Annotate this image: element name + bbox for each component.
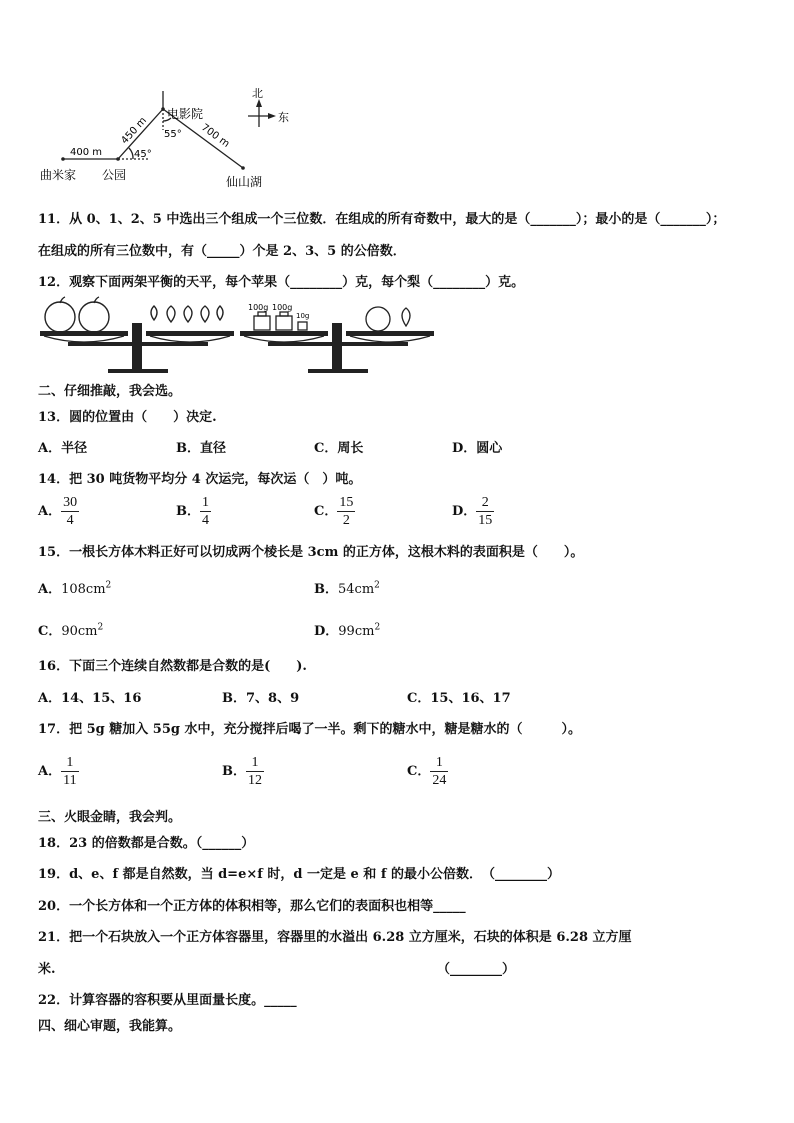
q17-a-den: 11	[63, 773, 77, 788]
question-13: 13．圆的位置由（ ）决定.	[38, 410, 217, 425]
q13-option-b[interactable]: B．直径	[176, 441, 226, 456]
apple-icon	[79, 302, 109, 332]
question-21-line2: 米.	[38, 962, 56, 977]
balance-scale-2	[238, 296, 438, 374]
weight-icon	[254, 316, 270, 330]
q15-option-a[interactable]	[38, 578, 111, 597]
q15-b-sq: 2	[374, 580, 380, 591]
weight-label-100g-b: 100g	[272, 303, 293, 312]
label-dist-cinema-lake: 700 m	[198, 122, 232, 150]
q17-b-fraction	[246, 754, 264, 789]
q14-d-fraction	[476, 494, 494, 529]
balance-scale-1	[38, 296, 238, 374]
apple-icon	[366, 307, 390, 331]
question-18: 18．23 的倍数都是合数。（______）	[38, 836, 255, 851]
q14-a-den: 4	[66, 513, 74, 528]
q15-a-label: A．	[38, 582, 62, 597]
q14-b-fraction	[200, 494, 211, 529]
q14-b-num: 1	[202, 495, 209, 510]
q15-b-value: 54cm	[338, 582, 375, 597]
question-21-line1: 21．把一个石块放入一个正方体容器里，容器里的水溢出 6.28 立方厘米，石块的体积是 6.28 立方厘	[38, 930, 632, 945]
q14-option-a[interactable]	[38, 494, 79, 529]
q17-a-fraction	[61, 754, 78, 789]
q17-b-label: B．	[222, 764, 246, 779]
label-dist-home-park: 400 m	[70, 147, 103, 158]
q15-a-sq: 2	[105, 580, 112, 591]
question-21-blank[interactable]: （________）	[437, 962, 516, 977]
route-map	[30, 85, 300, 195]
q15-option-c[interactable]	[38, 620, 103, 639]
weight-label-100g-a: 100g	[248, 303, 269, 312]
question-19: 19．d、e、f 都是自然数，当 d=e×f 时，d 一定是 e 和 f 的最小公倍数． （________）	[38, 867, 560, 882]
label-east: 东	[278, 111, 289, 124]
q17-b-den: 12	[248, 773, 262, 788]
q16-option-a[interactable]: A．14、15、16	[38, 691, 142, 706]
q14-d-num: 2	[476, 494, 494, 512]
apple-icon	[45, 302, 75, 332]
q14-b-den: 4	[202, 513, 209, 528]
q17-option-c[interactable]	[407, 754, 448, 789]
q14-c-label: C．	[314, 504, 338, 519]
q16-option-c[interactable]: C．15、16、17	[407, 691, 511, 706]
q15-b-label: B．	[314, 582, 338, 597]
q14-option-b[interactable]	[176, 494, 211, 529]
q15-c-sq: 2	[97, 622, 104, 633]
q14-a-num: 30	[63, 495, 78, 510]
label-angle-park: 45°	[134, 149, 152, 160]
q17-option-a[interactable]	[38, 754, 79, 789]
label-home: 曲米家	[40, 168, 77, 182]
q17-b-num: 1	[246, 754, 264, 772]
question-11-line1: 11．从 0、1、2、5 中选出三个组成一个三位数．在组成的所有奇数中，最大的是（_______）；最小的是（_______）；	[38, 212, 726, 227]
label-cinema: 电影院	[167, 107, 204, 121]
weight-icon	[276, 316, 292, 330]
q14-c-num: 15	[339, 495, 354, 510]
question-20: 20．一个长方体和一个正方体的体积相等，那么它们的表面积也相等_____	[38, 899, 466, 914]
q17-c-label: C．	[407, 764, 431, 779]
q15-d-value: 99cm	[338, 624, 375, 639]
label-angle-cinema: 55°	[164, 129, 182, 140]
q14-c-fraction	[337, 494, 355, 529]
q13-option-c[interactable]: C．周长	[314, 441, 364, 456]
q17-c-fraction	[430, 754, 448, 789]
q13-option-a[interactable]: A．半径	[38, 441, 88, 456]
q16-option-b[interactable]: B．7、8、9	[222, 691, 300, 706]
q14-option-c[interactable]	[314, 494, 355, 529]
q17-a-num: 1	[61, 754, 78, 772]
label-north: 北	[252, 87, 263, 100]
q15-c-label: C．	[38, 624, 62, 639]
section-2-heading: 二、仔细推敲，我会选。	[38, 384, 182, 399]
q14-d-label: D．	[452, 504, 477, 519]
q14-c-den: 2	[342, 513, 350, 528]
question-17: 17．把 5g 糖加入 55g 水中，充分搅拌后喝了一半。剩下的糖水中，糖是糖水的（ ）。	[38, 722, 582, 737]
question-14: 14．把 30 吨货物平均分 4 次运完，每次运（ ）吨。	[38, 472, 362, 487]
q15-c-value: 90cm	[61, 624, 98, 639]
section-3-heading: 三、火眼金睛，我会判。	[38, 810, 182, 825]
weight-icon	[298, 322, 307, 330]
question-16: 16．下面三个连续自然数都是合数的是( ).	[38, 659, 307, 674]
weight-label-10g: 10g	[296, 312, 310, 320]
q15-option-b[interactable]	[314, 578, 380, 597]
question-11-line2: 在组成的所有三位数中，有（_____）个是 2、3、5 的公倍数．	[38, 244, 406, 259]
q15-d-label: D．	[314, 624, 339, 639]
q15-a-value: 108cm	[61, 582, 106, 597]
q14-b-label: B．	[176, 504, 200, 519]
q14-a-label: A．	[38, 504, 62, 519]
q17-c-num: 1	[430, 754, 448, 772]
question-12: 12．观察下面两架平衡的天平，每个苹果（________）克，每个梨（________）克。	[38, 275, 525, 290]
section-4-heading: 四、细心审题，我能算。	[38, 1019, 182, 1034]
q13-option-d[interactable]: D．圆心	[452, 441, 503, 456]
question-15: 15．一根长方体木料正好可以切成两个棱长是 3cm 的正方体，这根木料的表面积是（ ）。	[38, 545, 584, 560]
q14-a-fraction	[61, 494, 79, 529]
q17-option-b[interactable]	[222, 754, 264, 789]
q14-d-den: 15	[478, 513, 493, 528]
q15-d-sq: 2	[374, 622, 381, 633]
q17-a-label: A．	[38, 764, 62, 779]
question-22: 22．计算容器的容积要从里面量长度。_____	[38, 993, 297, 1008]
label-lake: 仙山湖	[226, 175, 263, 189]
q17-c-den: 24	[432, 773, 447, 788]
label-dist-park-cinema: 450 m	[119, 115, 149, 147]
q15-option-d[interactable]	[314, 620, 380, 639]
q14-option-d[interactable]	[452, 494, 494, 529]
label-park: 公园	[102, 168, 127, 182]
